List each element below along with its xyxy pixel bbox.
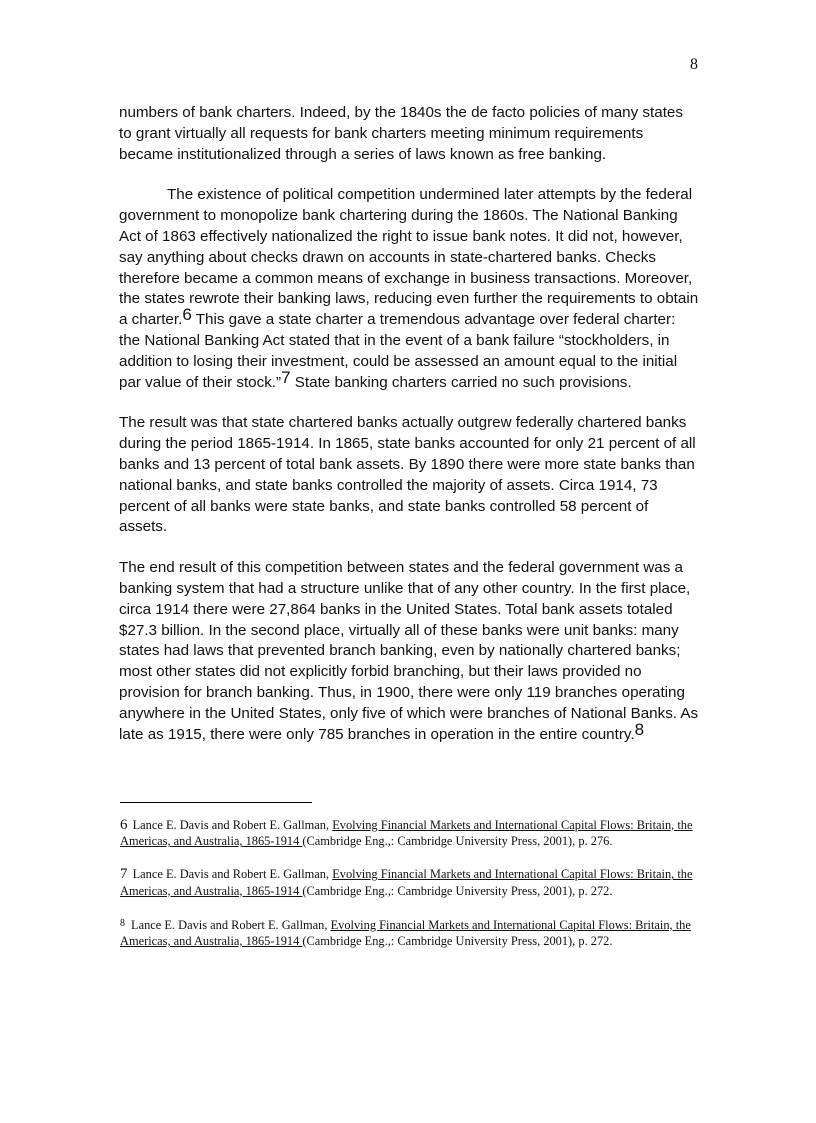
footnote-6 <box>120 817 696 849</box>
footnote-8 <box>120 916 696 949</box>
footnote-number: 7 <box>120 866 128 883</box>
footnote-separator <box>120 802 312 803</box>
footnote-publication: (Cambridge Eng.,: Cambridge University Press, 2001), p. 276. <box>302 834 613 849</box>
footnotes <box>120 817 696 966</box>
footnote-book-title: Evolving Financial Markets and International Capital Flows: Britain, the Americas, and Australia, 1865-1914 <box>120 818 693 849</box>
paragraph-4-text: The end result of this competition between states and the federal government was a banking system that had a structure unlike that of any other country. In the first place, circa 1914 there were 27,864 banks in the United States. Total bank assets totaled $27.3 billion. In the second place, virtually all of these banks were unit banks: many states had laws that prevented branch banking, even by nationally chartered banks; most other states did not explicitly forbid branching, but their laws provided no provision for branch banking. Thus, in 1900, there were only 119 branches operating anywhere in the United States, only five of which were branches of National Banks. As late as 1915, there were only 785 branches in operation in the entire country. <box>119 559 699 743</box>
footnote-number: 6 <box>120 817 128 833</box>
paragraph-2-text-b: This gave a state charter a tremendous advantage over federal charter: the National Banking Act stated that in the event of a bank failure “stockholders, in addition to losing their investment, could be assessed an amount equal to the initial par value of their stock.” <box>119 311 678 391</box>
page-number: 8 <box>690 56 698 73</box>
footnote-ref-6[interactable]: 6 <box>182 305 192 325</box>
body-text <box>119 103 699 745</box>
footnote-authors: Lance E. Davis and Robert E. Gallman, <box>132 867 333 882</box>
paragraph-3: The result was that state chartered banks actually outgrew federally chartered banks during the period 1865-1914. In 1865, state banks accounted for only 21 percent of all banks and 13 percent of total bank assets. By 1890 there were more state banks than national banks, and state banks controlled the majority of assets. Circa 1914, 73 percent of all banks were state banks, and state banks controlled 58 percent of assets. <box>119 414 696 536</box>
paragraph-2-text-c: State banking charters carried no such provisions. <box>290 373 632 391</box>
footnote-publication: (Cambridge Eng.,: Cambridge University Press, 2001), p. 272. <box>302 934 613 949</box>
footnote-authors: Lance E. Davis and Robert E. Gallman, <box>132 818 333 832</box>
footnote-ref-8[interactable]: 8 <box>634 719 645 739</box>
footnote-book-title: Evolving Financial Markets and International Capital Flows: Britain, the Americas, and Australia, 1865-1914 <box>120 917 691 949</box>
footnote-7 <box>120 866 696 898</box>
footnote-publication: (Cambridge Eng.,: Cambridge University Press, 2001), p. 272. <box>302 883 613 898</box>
footnote-number: 8 <box>120 917 125 929</box>
footnote-ref-7[interactable]: 7 <box>281 367 291 387</box>
paragraph-2-text-a: The existence of political competition undermined later attempts by the federal government to monopolize bank chartering during the 1860s. The National Banking Act of 1863 effectively nationalized the right to issue bank notes. It did not, however, say anything about checks drawn on accounts in state-chartered banks. Checks therefore became a common means of exchange in business transactions. Moreover, the states rewrote their banking laws, reducing even further the requirements to obtain a charter. <box>119 186 699 329</box>
footnote-book-title: Evolving Financial Markets and International Capital Flows: Britain, the Americas, and Australia, 1865-1914 <box>120 867 693 898</box>
paragraph-1: numbers of bank charters. Indeed, by the 1840s the de facto policies of many states to grant virtually all requests for bank charters meeting minimum requirements became institutionalized through a series of laws known as free banking. <box>119 104 683 163</box>
paragraph-2 <box>119 185 699 393</box>
paragraph-4 <box>119 558 699 745</box>
footnote-authors: Lance E. Davis and Robert E. Gallman, <box>131 917 331 932</box>
